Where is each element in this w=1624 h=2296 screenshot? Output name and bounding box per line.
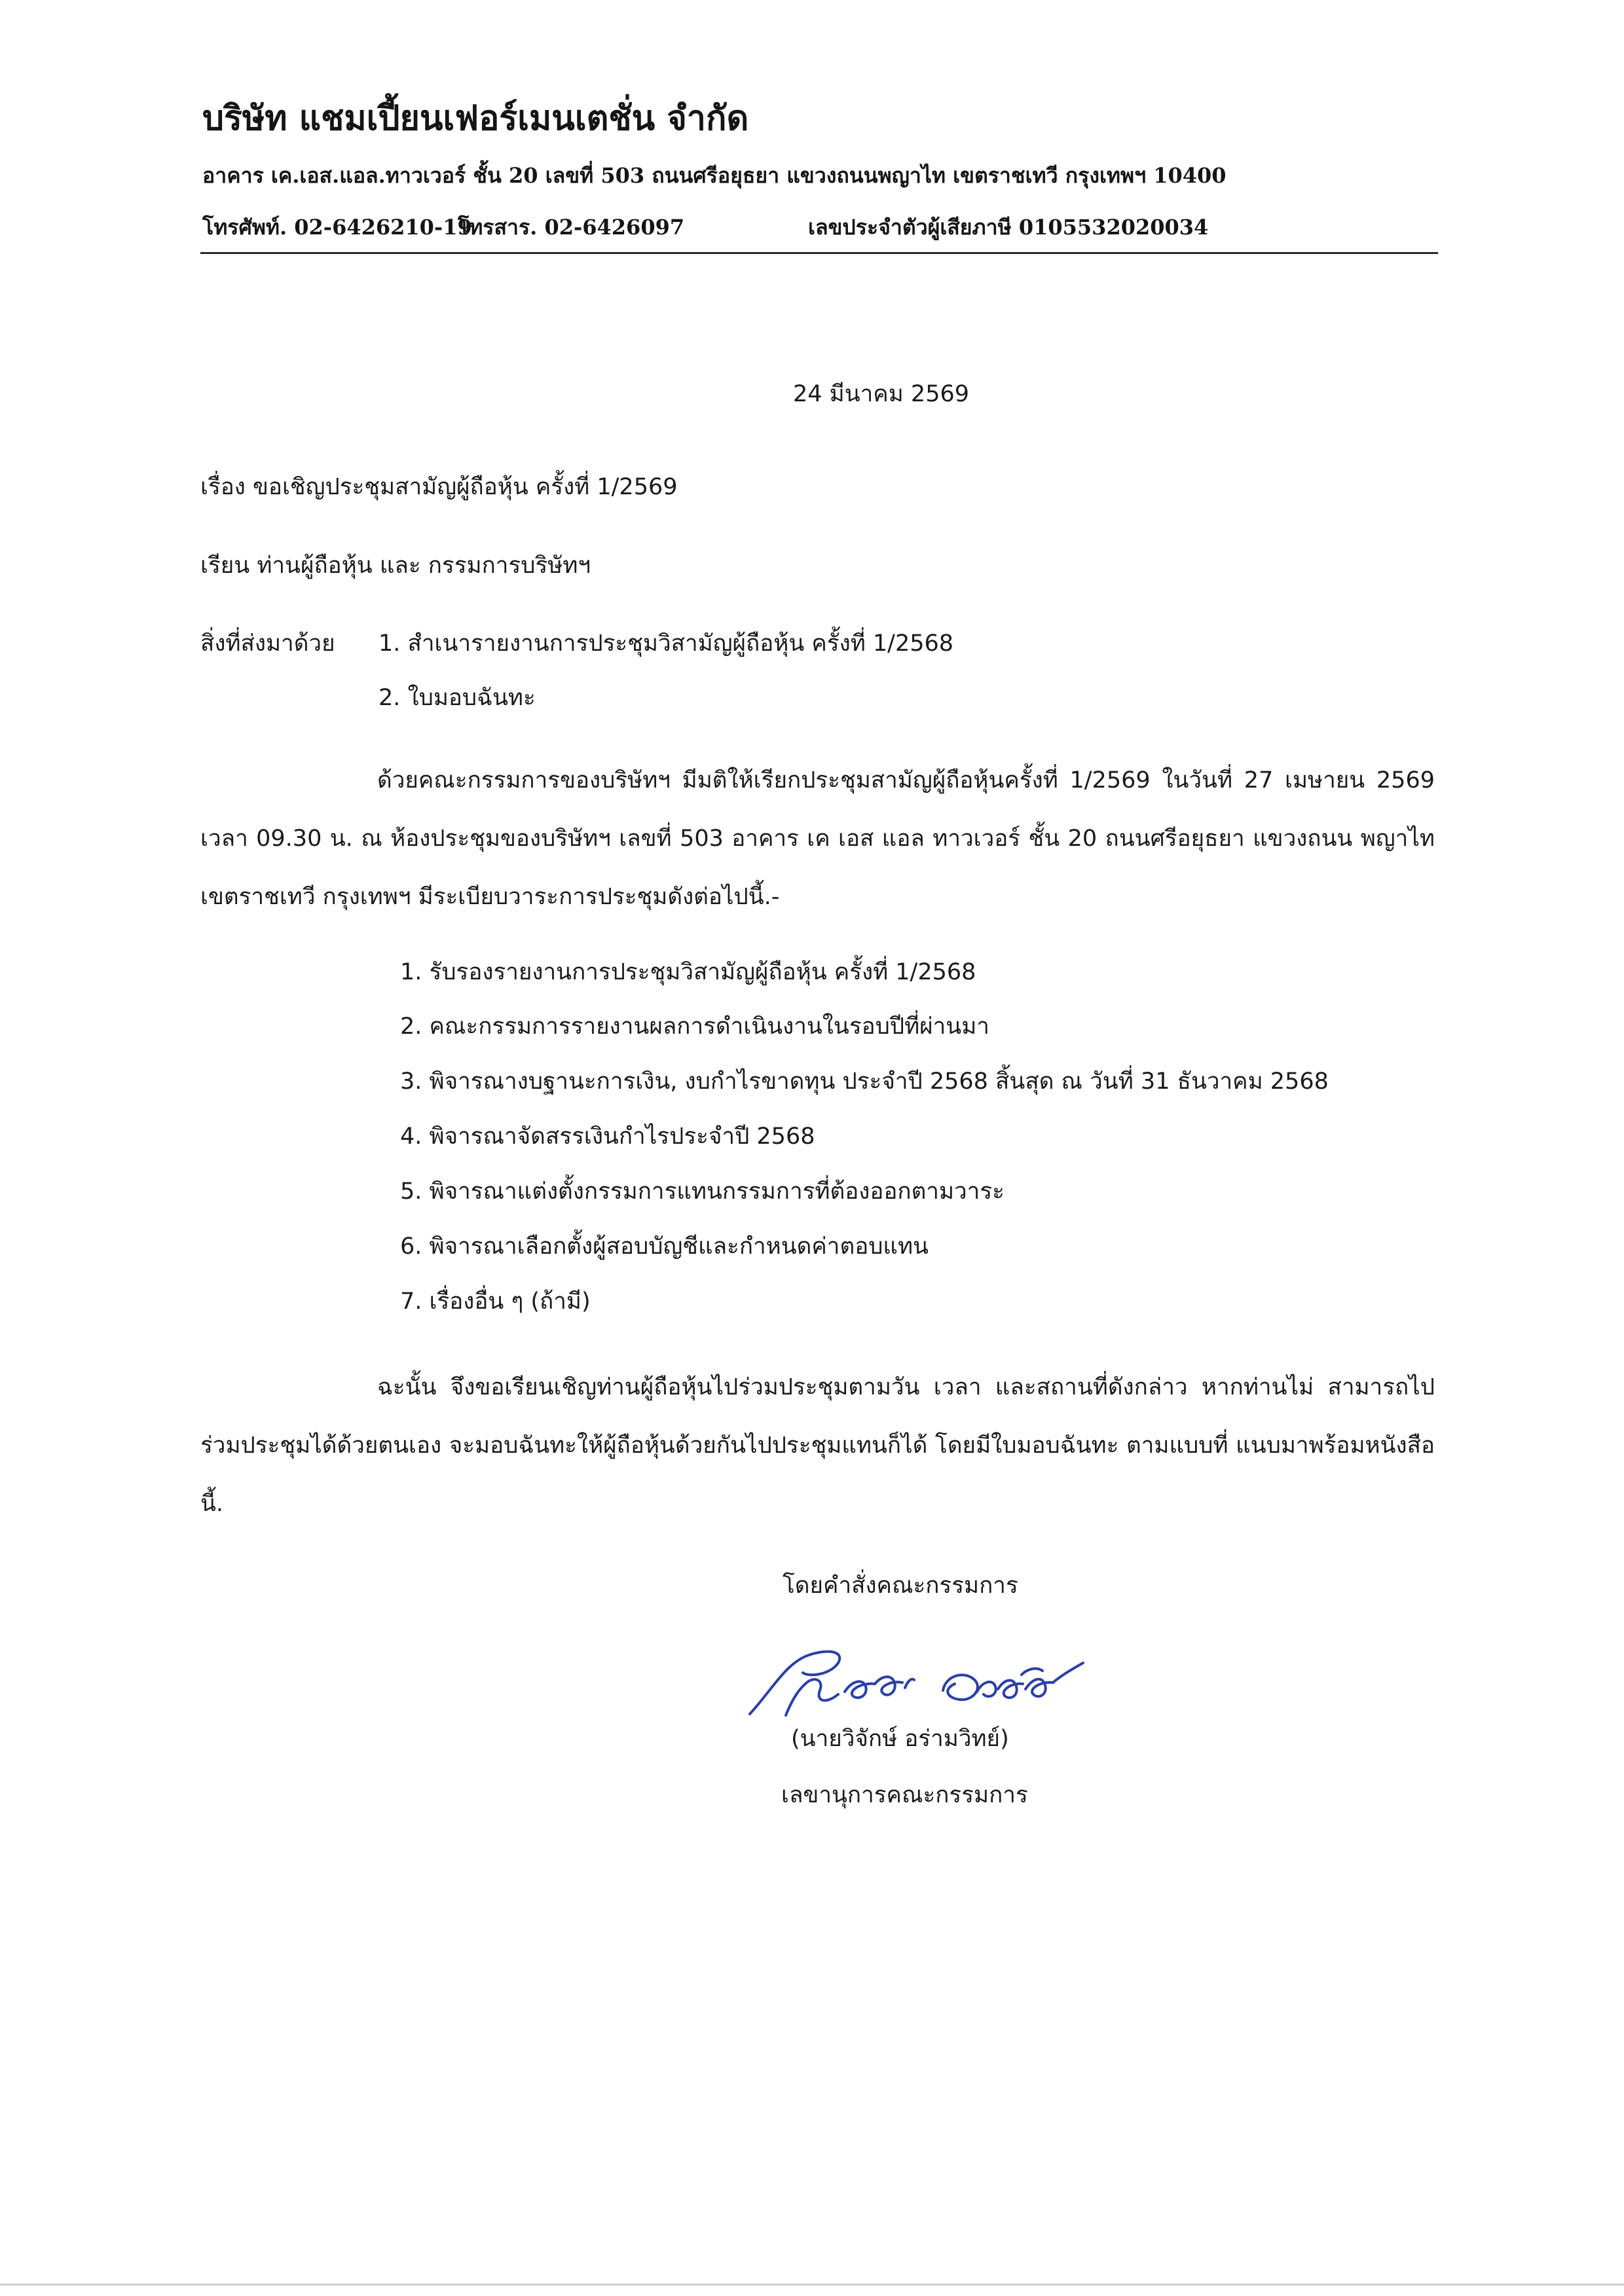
handwritten-signature: [747, 1637, 1087, 1728]
phone-number: โทรศัพท์. 02-6426210-19: [202, 215, 472, 240]
agenda-item: 4. พิจารณาจัดสรรเงินกำไรประจำปี 2568: [400, 1123, 815, 1150]
tax-id: เลขประจำตัวผู้เสียภาษี 0105532020034: [808, 215, 1209, 240]
invitation-paragraph: ฉะนั้น จึงขอเรียนเชิญท่านผู้ถือหุ้นไปร่วมประชุมตามวัน เวลา และสถานที่ดังกล่าว หากท่านไม่ สามารถไปร่วมประชุมได้ด้วยตนเอง จะมอบฉันทะให้ผู้ถือหุ้นด้วยกันไปประชุมแทนก็ได้ โดยมีใบมอบฉันทะ ตามแบบที่ แนบมาพร้อมหนังสือนี้.: [200, 1374, 1435, 1517]
agenda-item: 2. คณะกรรมการรายงานผลการดำเนินงานในรอบปีที่ผ่านมา: [400, 1013, 989, 1040]
enclosure-item: 1. สำเนารายงานการประชุมวิสามัญผู้ถือหุ้น ครั้งที่ 1/2568: [378, 630, 954, 657]
signatory-title: เลขานุการคณะกรรมการ: [781, 1782, 1028, 1808]
sign-off: โดยคำสั่งคณะกรรมการ: [783, 1573, 1018, 1599]
enclosure-item: 2. ใบมอบฉันทะ: [378, 685, 536, 711]
fax-number: โทรสาร. 02-6426097: [458, 215, 685, 240]
page-edge-line: [0, 2284, 1624, 2286]
letter-subject: เรื่อง ขอเชิญประชุมสามัญผู้ถือหุ้น ครั้งที่ 1/2569: [200, 474, 678, 500]
agenda-item: 6. พิจารณาเลือกตั้งผู้สอบบัญชีและกำหนดค่าตอบแทน: [400, 1233, 929, 1260]
header-divider: [200, 252, 1438, 254]
signatory-name: (นายวิจักษ์ อร่ามวิทย์): [791, 1726, 1009, 1752]
company-name: บริษัท แชมเปี้ยนเฟอร์เมนเตชั่น จำกัด: [202, 99, 749, 138]
meeting-notice-paragraph: ด้วยคณะกรรมการของบริษัทฯ มีมติให้เรียกประชุมสามัญผู้ถือหุ้นครั้งที่ 1/2569 ในวันที่ 27 เมษายน 2569 เวลา 09.30 น. ณ ห้องประชุมของบริษัทฯ เลขที่ 503 อาคาร เค เอส แอล ทาวเวอร์ ชั้น 20 ถนนศรีอยุธยา แขวงถนน พญาไท เขตราชเทวี กรุงเทพฯ มีระเบียบวาระการประชุมดังต่อไปนี้.-: [200, 767, 1435, 910]
company-address: อาคาร เค.เอส.แอล.ทาวเวอร์ ชั้น 20 เลขที่ 503 ถนนศรีอยุธยา แขวงถนนพญาไท เขตราชเทวี กรุงเทพฯ 10400: [202, 163, 1227, 188]
agenda-item: 1. รับรองรายงานการประชุมวิสามัญผู้ถือหุ้น ครั้งที่ 1/2568: [400, 959, 976, 985]
letter-recipient: เรียน ท่านผู้ถือหุ้น และ กรรมการบริษัทฯ: [200, 553, 591, 579]
agenda-item: 7. เรื่องอื่น ๆ (ถ้ามี): [400, 1288, 591, 1315]
enclosure-label: สิ่งที่ส่งมาด้วย: [200, 630, 335, 657]
letter-date: 24 มีนาคม 2569: [793, 381, 969, 407]
agenda-item: 5. พิจารณาแต่งตั้งกรรมการแทนกรรมการที่ต้องออกตามวาระ: [400, 1178, 1005, 1205]
agenda-item: 3. พิจารณางบฐานะการเงิน, งบกำไรขาดทุน ประจำปี 2568 สิ้นสุด ณ วันที่ 31 ธันวาคม 2568: [400, 1068, 1329, 1095]
